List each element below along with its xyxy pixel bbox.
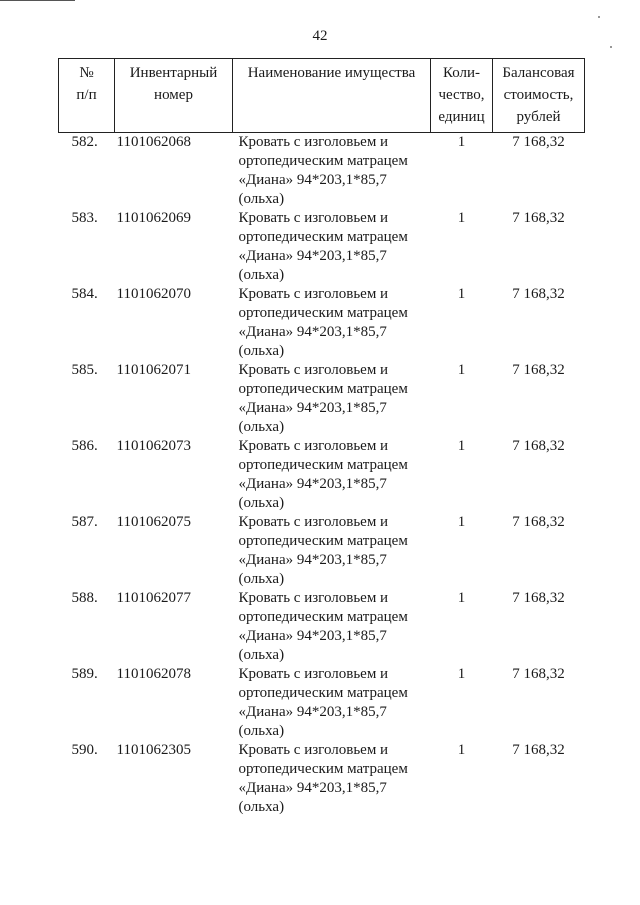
header-line: Наименование имущества [247, 65, 416, 81]
table-body [59, 133, 585, 818]
property-name-line: ортопедическим матрацем [238, 381, 408, 397]
header-line: Инвентарный [129, 65, 218, 81]
row-number: 582. [71, 134, 98, 150]
property-name-line: «Диана» 94*203,1*85,7 [238, 324, 387, 340]
row-number: 588. [71, 590, 98, 606]
table-row [59, 361, 585, 437]
property-name-line: ортопедическим матрацем [238, 609, 408, 625]
inventory-number: 1101062070 [116, 286, 191, 302]
header-num [59, 59, 115, 133]
property-name-line: ортопедическим матрацем [238, 305, 408, 321]
quantity: 1 [457, 134, 466, 150]
inventory-number: 1101062071 [116, 362, 191, 378]
property-name [233, 437, 431, 513]
header-line: Коли- [442, 65, 481, 81]
property-name-line: Кровать с изголовьем и [238, 210, 389, 226]
header-line: п/п [76, 87, 97, 103]
property-name-line: «Диана» 94*203,1*85,7 [238, 780, 387, 796]
inventory-number: 1101062069 [116, 210, 191, 226]
property-name-line: «Диана» 94*203,1*85,7 [238, 248, 387, 264]
balance-cost: 7 168,32 [512, 210, 565, 226]
balance-cost: 7 168,32 [512, 742, 565, 758]
property-name-line: «Диана» 94*203,1*85,7 [238, 704, 387, 720]
row-number: 590. [71, 742, 98, 758]
balance-cost: 7 168,32 [512, 362, 565, 378]
property-name-line: «Диана» 94*203,1*85,7 [238, 172, 387, 188]
page-number: 42 [312, 28, 328, 44]
inventory-number: 1101062077 [116, 590, 191, 606]
balance-cost: 7 168,32 [512, 134, 565, 150]
table-row [59, 437, 585, 513]
quantity: 1 [457, 286, 466, 302]
header-quantity [431, 59, 493, 133]
property-name [233, 285, 431, 361]
property-name-line: (ольха) [238, 191, 285, 207]
table-row [59, 665, 585, 741]
property-name-line: (ольха) [238, 647, 285, 663]
balance-cost: 7 168,32 [512, 286, 565, 302]
header-line: № [79, 65, 94, 81]
table-row [59, 741, 585, 817]
header-line: единиц [438, 109, 485, 125]
quantity: 1 [457, 742, 466, 758]
header-line: чество, [438, 87, 485, 103]
table-row [59, 209, 585, 285]
header-line: рублей [516, 109, 561, 125]
scan-corner-line [0, 0, 75, 1]
balance-cost: 7 168,32 [512, 438, 565, 454]
property-name-line: (ольха) [238, 799, 285, 815]
property-name [233, 133, 431, 210]
table-header [59, 59, 585, 133]
property-name-line: (ольха) [238, 723, 285, 739]
property-name-line: Кровать с изголовьем и [238, 134, 389, 150]
property-name-line: ортопедическим матрацем [238, 229, 408, 245]
inventory-number: 1101062305 [116, 742, 191, 758]
quantity: 1 [457, 438, 466, 454]
header-property-name [233, 59, 431, 133]
header-balance-cost [493, 59, 585, 133]
inventory-number: 1101062075 [116, 514, 191, 530]
property-name-line: (ольха) [238, 495, 285, 511]
property-name [233, 361, 431, 437]
row-number: 585. [71, 362, 98, 378]
property-name-line: ортопедическим матрацем [238, 533, 408, 549]
header-line: Балансовая [502, 65, 575, 81]
row-number: 587. [71, 514, 98, 530]
quantity: 1 [457, 590, 466, 606]
quantity: 1 [457, 362, 466, 378]
row-number: 586. [71, 438, 98, 454]
property-name [233, 665, 431, 741]
balance-cost: 7 168,32 [512, 666, 565, 682]
table-row [59, 285, 585, 361]
balance-cost: 7 168,32 [512, 514, 565, 530]
inventory-number: 1101062078 [116, 666, 191, 682]
property-name-line: ортопедическим матрацем [238, 457, 408, 473]
property-name-line: «Диана» 94*203,1*85,7 [238, 476, 387, 492]
row-number: 583. [71, 210, 98, 226]
table-row [59, 133, 585, 210]
scan-speck [610, 46, 612, 48]
row-number: 589. [71, 666, 98, 682]
scan-speck [598, 16, 600, 18]
property-name [233, 513, 431, 589]
property-name [233, 589, 431, 665]
header-line: стоимость, [503, 87, 574, 103]
row-number: 584. [71, 286, 98, 302]
property-name-line: Кровать с изголовьем и [238, 742, 389, 758]
property-name-line: (ольха) [238, 419, 285, 435]
table-row [59, 589, 585, 665]
header-inventory-number [115, 59, 233, 133]
property-name-line: ортопедическим матрацем [238, 761, 408, 777]
property-name-line: Кровать с изголовьем и [238, 362, 389, 378]
property-name-line: Кровать с изголовьем и [238, 666, 389, 682]
property-name-line: ортопедическим матрацем [238, 153, 408, 169]
property-name-line: (ольха) [238, 267, 285, 283]
quantity: 1 [457, 666, 466, 682]
property-name-line: Кровать с изголовьем и [238, 286, 389, 302]
property-name-line: (ольха) [238, 571, 285, 587]
property-name-line: Кровать с изголовьем и [238, 590, 389, 606]
property-name-line: «Диана» 94*203,1*85,7 [238, 400, 387, 416]
property-name-line: Кровать с изголовьем и [238, 514, 389, 530]
property-name-line: «Диана» 94*203,1*85,7 [238, 628, 387, 644]
balance-cost: 7 168,32 [512, 590, 565, 606]
quantity: 1 [457, 514, 466, 530]
inventory-number: 1101062073 [116, 438, 191, 454]
property-name-line: ортопедическим матрацем [238, 685, 408, 701]
inventory-number: 1101062068 [116, 134, 191, 150]
property-name [233, 209, 431, 285]
property-name-line: (ольха) [238, 343, 285, 359]
property-name-line: «Диана» 94*203,1*85,7 [238, 552, 387, 568]
header-line: номер [154, 87, 193, 103]
property-name-line: Кровать с изголовьем и [238, 438, 389, 454]
table-row [59, 513, 585, 589]
quantity: 1 [457, 210, 466, 226]
inventory-table [58, 58, 585, 817]
property-name [233, 741, 431, 817]
